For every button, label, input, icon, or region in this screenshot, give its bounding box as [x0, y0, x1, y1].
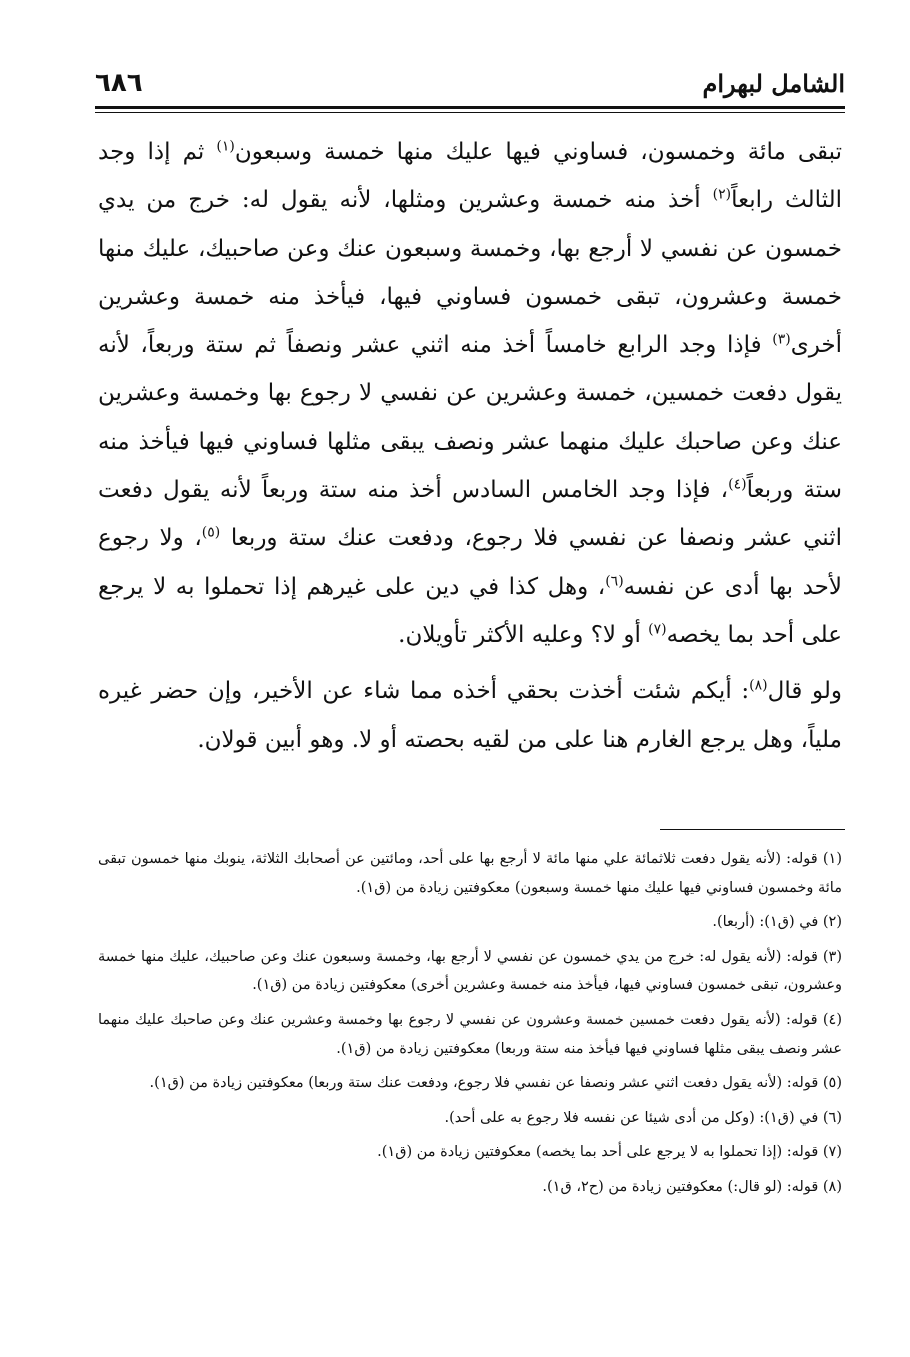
- footnote-ref-3[interactable]: (٣): [772, 331, 791, 348]
- text-segment: أخذ منه خمسة وعشرين ومثلها، لأنه يقول له: خرج من يدي خمسون عن نفسي لا أرجع بها، وخمسة وسبعون عنك وعن صاحبيك، عليك منها خمسة وعشرون، تبقى خمسون فساوني فيها، فيأخذ منه خمسة وعشرين أخرى: [98, 187, 842, 359]
- header-rule-thick: [95, 106, 845, 109]
- footnote-3: (٣) قوله: (لأنه يقول له: خرج من يدي خمسون عن نفسي لا أرجع بها، وخمسة وسبعون عنك وعن صاحبيك، عليك منها خمسة وعشرون، تبقى خمسون فساوني فيها، فيأخذ منه خمسة وعشرين أخرى) معكوفتين زيادة من (ق١).: [98, 948, 842, 994]
- page-header: [95, 58, 845, 98]
- footnote-5: (٥) قوله: (لأنه يقول دفعت اثني عشر ونصفا عن نفسي فلا رجوع، ودفعت عنك ستة وربعا) معكوفتين زيادة من (ق١).: [149, 1075, 842, 1092]
- footnote-ref-1[interactable]: (١): [216, 138, 235, 155]
- footnote-2: (٢) في (ق١): (أربعا).: [712, 914, 842, 931]
- footnote-1: (١) قوله: (لأنه يقول دفعت ثلاثمائة علي منها مائة لا أرجع بها على أحد، ومائتين عن أصحابك الثلاثة، ينوبك منها خمسون تبقى مائة وخمسون فساوني فيها عليك منها خمسة وسبعون) معكوفتين زيادة من (ق١).: [98, 851, 842, 896]
- main-text: [98, 128, 842, 764]
- footnote-ref-8[interactable]: (٨): [749, 677, 768, 694]
- footnote-ref-7[interactable]: (٧): [648, 621, 667, 638]
- footnote-8: (٨) قوله: (لو قال:) معكوفتين زيادة من (ح٢، ق١).: [542, 1178, 842, 1195]
- text-segment: ، فإذا وجد الخامس السادس أخذ منه ستة وربعاً لأنه يقول دفعت اثني عشر ونصفا عن نفسي فلا رجوع، ودفعت عنك ستة وربعا: [98, 477, 843, 552]
- footnote-ref-5[interactable]: (٥): [201, 524, 221, 541]
- page-number: ٦٨٦: [95, 68, 143, 98]
- text-segment: تبقى مائة وخمسون، فساوني فيها عليك منها خمسة وسبعون: [234, 139, 843, 165]
- text-segment: فإذا وجد الرابع خامساً أخذ منه اثني عشر ونصفاً ثم ستة وربعاً، لأنه يقول دفعت خمسين، خمسة وعشرين عن نفسي لا رجوع بها وخمسة وعشرين عنك وعن صاحبك عليك منهما عشر ونصف يبقى مثلها فساوني فيها فيأخذ منه ستة وربعاً: [98, 332, 842, 504]
- header-rule-thin: [95, 112, 845, 113]
- footnote-7: (٧) قوله: (إذا تحملوا به لا يرجع على أحد بما يخصه) معكوفتين زيادة من (ق١).: [377, 1144, 842, 1161]
- text-segment: : أيكم شئت أخذت بحقي أخذه مما شاء عن الأخير، وإن حضر غيره ملياً، وهل يرجع الغارم هنا على من لقيه بحصته أو لا. وهو أبين قولان.: [98, 678, 842, 753]
- footnote-ref-6[interactable]: (٦): [605, 573, 624, 590]
- text-segment: ، وهل كذا في دين على غيرهم إذا تحملوا به لا يرجع على أحد بما يخصه: [98, 573, 842, 648]
- text-segment: ، ولا رجوع لأحد بها أدى عن نفسه: [98, 525, 842, 600]
- footnote-ref-2[interactable]: (٢): [712, 186, 732, 203]
- running-title: الشامل لبهرام: [702, 69, 845, 98]
- main-paragraph-1: [98, 128, 842, 659]
- text-segment: أو لا؟ وعليه الأكثر تأويلان.: [398, 621, 649, 648]
- footnotes: [98, 845, 842, 1208]
- text-segment: ولو قال: [767, 678, 842, 705]
- main-paragraph-2: [98, 667, 842, 764]
- footnote-separator: [660, 829, 845, 830]
- footnote-4: (٤) قوله: (لأنه يقول دفعت خمسين خمسة وعشرون عن نفسي لا رجوع بها وخمسة وعشرين عنك وعن صاحبك عليك منهما عشر ونصف يبقى مثلها فساوني فيها فيأخذ منه ستة وربعا) معكوفتين زيادة من (ق١).: [98, 1011, 842, 1057]
- text-segment: ثم إذا وجد الثالث رابعاً: [98, 139, 842, 214]
- footnote-ref-4[interactable]: (٤): [728, 476, 747, 493]
- footnote-6: (٦) في (ق١): (وكل من أدى شيئا عن نفسه فلا رجوع به على أحد).: [444, 1109, 842, 1126]
